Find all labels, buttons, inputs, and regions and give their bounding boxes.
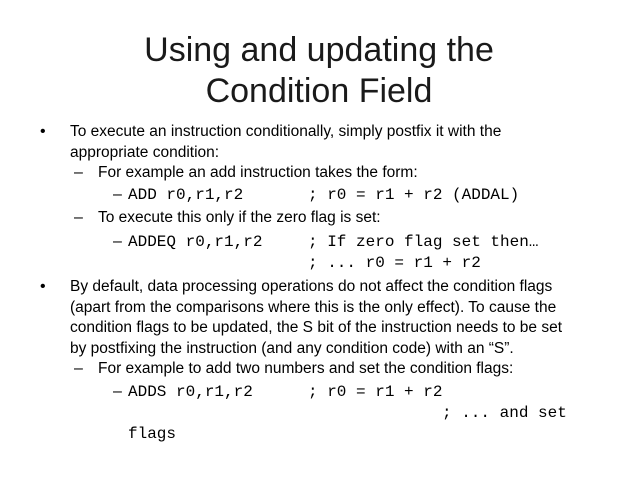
bullet2-line2: (apart from the comparisons where this is the only effect). To cause the [70,299,557,316]
bullet-marker: • [40,278,46,295]
bullet-marker: • [40,123,46,140]
code-comment: ; If zero flag set then… [308,233,539,251]
code-instruction: ADDS r0,r1,r2 [128,383,253,401]
dash-marker: – [74,209,83,226]
code-comment-wrap: flags [128,425,177,443]
bullet1-sub1: For example an add instruction takes the form: [98,164,418,181]
slide-title [0,30,638,112]
dash-marker: – [74,164,83,181]
bullet2-line1: By default, data processing operations do not affect the condition flags [70,278,553,295]
code-comment: ; ... r0 = r1 + r2 [308,254,481,272]
bullet1-line2: appropriate condition: [70,144,220,161]
bullet2-sub1: For example to add two numbers and set the condition flags: [98,360,514,377]
dash-marker: – [113,233,122,250]
bullet2-line3: condition flags to be updated, the S bit of the instruction needs to be set [70,319,563,336]
bullet1-line1: To execute an instruction conditionally, simply postfix it with the [70,123,502,140]
slide-title-line1: Using and updating the [144,31,494,69]
dash-marker: – [113,383,122,400]
code-comment: ; ... and set [442,404,567,422]
code-comment: ; r0 = r1 + r2 (ADDAL) [308,186,520,204]
dash-marker: – [74,360,83,377]
bullet1-sub2: To execute this only if the zero flag is set: [98,209,381,226]
code-instruction: ADD r0,r1,r2 [128,186,244,204]
slide-title-line2: Condition Field [205,72,433,110]
bullet2-line4: by postfixing the instruction (and any condition code) with an “S”. [70,340,514,357]
code-instruction: ADDEQ r0,r1,r2 [128,233,263,251]
dash-marker: – [113,186,122,203]
code-comment: ; r0 = r1 + r2 [308,383,443,401]
